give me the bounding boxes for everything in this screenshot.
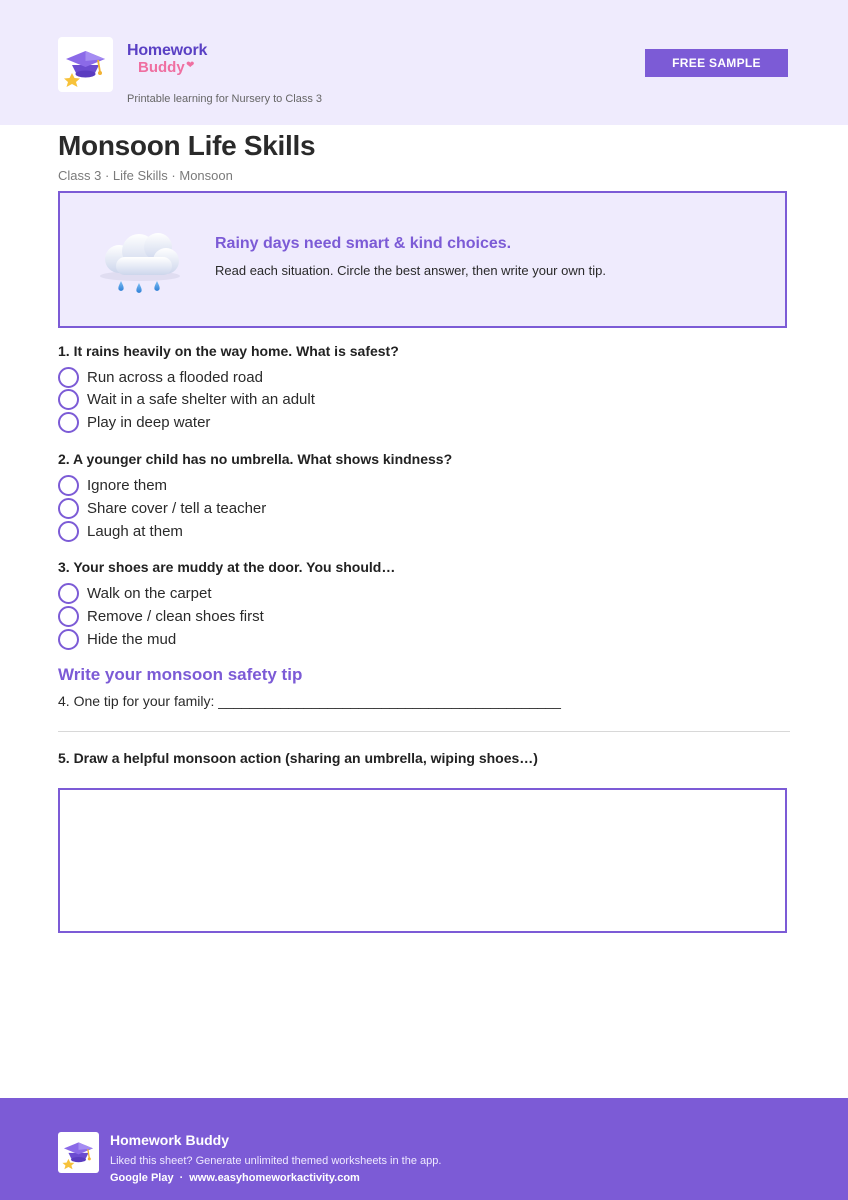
question-2-option-c[interactable] xyxy=(58,520,183,542)
footer-links xyxy=(110,1172,360,1184)
option-label: Walk on the carpet xyxy=(87,584,212,602)
question-1-option-a[interactable] xyxy=(58,366,263,388)
footer-logo xyxy=(58,1132,99,1173)
website-link[interactable]: www.easyhomeworkactivity.com xyxy=(189,1172,360,1184)
footer-text: Liked this sheet? Generate unlimited themed worksheets in the app. xyxy=(110,1155,442,1167)
rain-cloud-icon xyxy=(94,223,186,303)
footer-title: Homework Buddy xyxy=(110,1132,230,1148)
free-sample-badge: FREE SAMPLE xyxy=(645,49,788,77)
answer-circle[interactable] xyxy=(58,629,79,650)
answer-circle[interactable] xyxy=(58,521,79,542)
answer-circle[interactable] xyxy=(58,498,79,519)
question-1-option-c[interactable] xyxy=(58,411,210,433)
tagline: Printable learning for Nursery to Class 3 xyxy=(127,93,323,105)
brand-name-line2: Buddy xyxy=(138,59,185,76)
logo xyxy=(58,37,113,92)
option-label: Remove / clean shoes first xyxy=(87,607,264,625)
option-label: Share cover / tell a teacher xyxy=(87,499,267,517)
option-label: Hide the mud xyxy=(87,630,177,648)
heart-icon: ❤ xyxy=(186,60,195,71)
page-footer xyxy=(0,1098,848,1200)
option-label: Laugh at them xyxy=(87,522,183,540)
question-3-option-a[interactable] xyxy=(58,582,212,604)
answer-circle[interactable] xyxy=(58,583,79,604)
google-play-link[interactable]: Google Play xyxy=(110,1172,174,1184)
option-label: Ignore them xyxy=(87,476,168,494)
intro-box xyxy=(58,191,787,328)
tip-write-line[interactable]: 4. One tip for your family: ____________________________________________ xyxy=(58,693,561,709)
graduation-cap-icon xyxy=(58,1132,99,1173)
graduation-cap-icon xyxy=(58,37,113,92)
option-label: Run across a flooded road xyxy=(87,368,263,386)
separator: · xyxy=(179,1172,184,1184)
question-2: 2. A younger child has no umbrella. What shows kindness? xyxy=(58,451,453,467)
answer-circle[interactable] xyxy=(58,475,79,496)
question-2-option-b[interactable] xyxy=(58,497,266,519)
answer-circle[interactable] xyxy=(58,412,79,433)
drawing-area[interactable] xyxy=(58,788,787,933)
answer-circle[interactable] xyxy=(58,367,79,388)
question-1: 1. It rains heavily on the way home. What is safest? xyxy=(58,343,399,359)
intro-instructions: Read each situation. Circle the best answer, then write your own tip. xyxy=(215,263,606,278)
question-2-option-a[interactable] xyxy=(58,474,167,496)
tip-section-heading: Write your monsoon safety tip xyxy=(58,665,303,684)
intro-heading: Rainy days need smart & kind choices. xyxy=(215,235,512,252)
brand-name-line1: Homework xyxy=(127,42,208,59)
answer-circle[interactable] xyxy=(58,389,79,410)
question-3-option-c[interactable] xyxy=(58,628,176,650)
worksheet-title: Monsoon Life Skills xyxy=(58,130,316,161)
option-label: Play in deep water xyxy=(87,413,211,431)
question-3-option-b[interactable] xyxy=(58,605,264,627)
answer-circle[interactable] xyxy=(58,606,79,627)
divider xyxy=(58,731,790,732)
question-3: 3. Your shoes are muddy at the door. You should… xyxy=(58,559,396,575)
page-header xyxy=(0,0,848,125)
question-1-option-b[interactable] xyxy=(58,388,315,410)
worksheet-subtitle: Class 3 · Life Skills · Monsoon xyxy=(58,168,233,183)
option-label: Wait in a safe shelter with an adult xyxy=(87,390,315,408)
draw-prompt: 5. Draw a helpful monsoon action (sharing an umbrella, wiping shoes…) xyxy=(58,750,538,766)
